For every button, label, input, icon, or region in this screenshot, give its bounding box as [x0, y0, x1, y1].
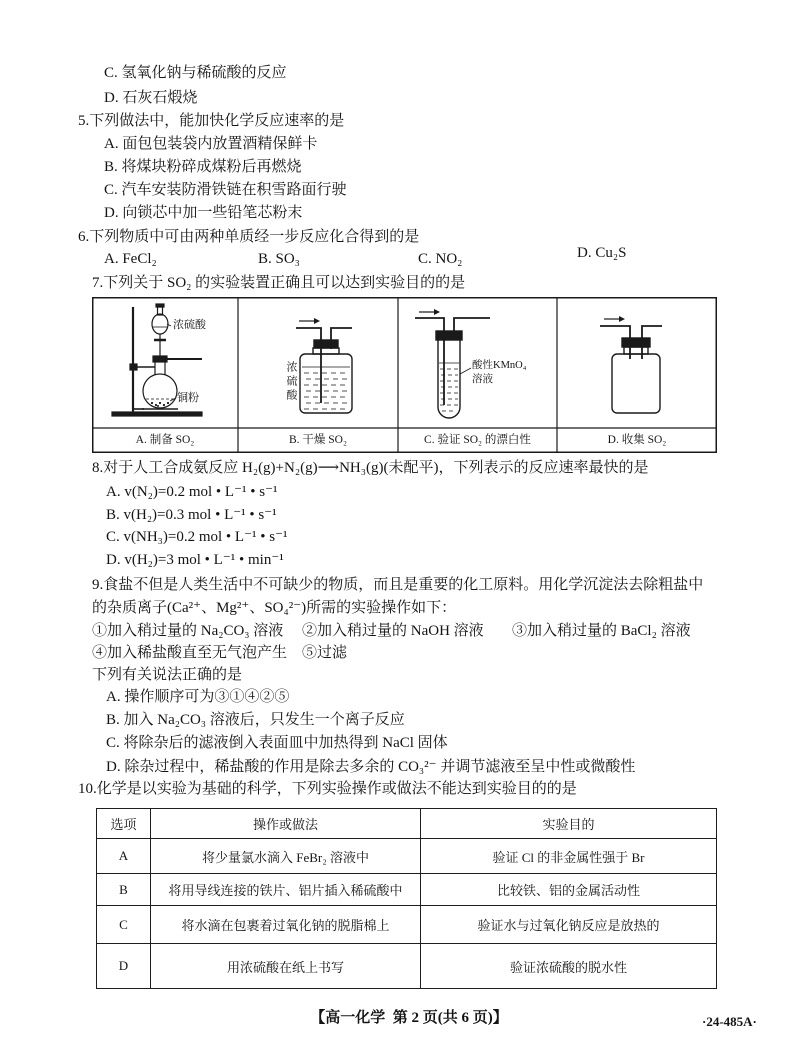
table-header-row — [97, 809, 717, 839]
row-option-label: C — [97, 906, 151, 944]
label-conc-sulfuric-acid-bottle: 浓硫酸 — [285, 361, 297, 403]
header-option: 选项 — [97, 809, 151, 839]
q4-option-d: D. 石灰石煅烧 — [104, 90, 198, 106]
q6-stem: 6.下列物质中可由两种单质经一步反应化合得到的是 — [78, 229, 420, 245]
row-operation: 将水滴在包裹着过氧化钠的脱脂棉上 — [151, 906, 421, 944]
q6-option-a: A. FeCl₂ — [104, 251, 157, 267]
wash-bottle-b — [300, 354, 352, 413]
header-purpose: 实验目的 — [421, 809, 717, 839]
row-option-label: B — [97, 874, 151, 906]
paper-code: ·24-485A· — [702, 1014, 757, 1029]
page-footer-label: 【高一化学 第 2 页(共 6 页)】 — [310, 1010, 508, 1026]
bottle-stopper-d — [622, 338, 650, 347]
q9-operation-5: ⑤过滤 — [302, 645, 348, 661]
label-conc-sulfuric-acid-funnel: 浓硫酸 — [173, 319, 206, 331]
q8-option-b: B. v(H₂)=0.3 mol • L⁻¹ • s⁻¹ — [106, 507, 277, 523]
row-option-label: D — [97, 944, 151, 989]
table-row — [97, 874, 717, 906]
flask-stopper — [153, 356, 167, 362]
q5-option-c: C. 汽车安装防滑铁链在积雪路面行驶 — [104, 182, 347, 198]
table-row — [97, 906, 717, 944]
q9-operation-3: ③加入稍过量的 BaCl₂ 溶液 — [512, 623, 691, 639]
arrow-head-b — [314, 318, 320, 324]
apparatus-d-collection-bottle — [600, 316, 662, 413]
bottle-liquid-b — [302, 367, 350, 409]
arrow-head-d — [619, 316, 625, 322]
row-operation: 将用导线连接的铁片、铝片插入稀硫酸中 — [151, 874, 421, 906]
row-purpose: 验证浓硫酸的脱水性 — [421, 944, 717, 989]
q8-option-a: A. v(N₂)=0.2 mol • L⁻¹ • s⁻¹ — [106, 484, 278, 500]
arrow-head-c — [434, 309, 440, 315]
q5-stem: 5.下列做法中，能加快化学反应速率的是 — [78, 113, 345, 129]
caption-c: C. 验证 SO₂ 的漂白性 — [424, 434, 531, 446]
table-row — [97, 839, 717, 874]
q10-table — [96, 808, 717, 989]
label-solution: 溶液 — [472, 374, 493, 385]
gas-collection-bottle — [612, 354, 660, 413]
separatory-funnel — [152, 314, 168, 334]
caption-a: A. 制备 SO₂ — [135, 434, 195, 446]
q8-option-d: D. v(H₂)=3 mol • L⁻¹ • min⁻¹ — [106, 552, 284, 568]
q5-option-d: D. 向锁芯中加一些铅笔芯粉末 — [104, 205, 303, 221]
label-copper-powder: 铜粉 — [177, 392, 199, 404]
caption-d: D. 收集 SO₂ — [607, 434, 667, 446]
apparatus-b-drying-bottle — [296, 318, 352, 413]
bottle-stopper-b — [314, 340, 338, 348]
bottle-neck-d — [624, 347, 648, 354]
q6-option-c: C. NO₂ — [418, 251, 463, 267]
iron-stand-base — [112, 412, 202, 416]
q4-option-c: C. 氢氧化钠与稀硫酸的反应 — [104, 65, 287, 81]
row-purpose: 比较铁、铝的金属活动性 — [421, 874, 717, 906]
tube-liquid-c — [439, 363, 459, 411]
q9-stem-line-2: 的杂质离子(Ca²⁺、Mg²⁺、SO₄²⁻)所需的实验操作如下： — [92, 600, 457, 616]
q7-apparatus-table — [92, 297, 717, 453]
q9-option-c: C. 将除杂后的滤液倒入表面皿中加热得到 NaCl 固体 — [106, 735, 448, 751]
tube-label-leader — [460, 368, 471, 374]
q9-operation-2: ②加入稍过量的 NaOH 溶液 — [302, 623, 484, 639]
q8-stem: 8.对于人工合成氨反应 H₂(g)+N₂(g)⟶NH₃(g)(未配平)，下列表示的反应速率最快的是 — [92, 460, 649, 476]
q6-option-b: B. SO₃ — [258, 251, 300, 267]
q8-option-c: C. v(NH₃)=0.2 mol • L⁻¹ • s⁻¹ — [106, 529, 288, 545]
q7-stem: 7.下列关于 SO₂ 的实验装置正确且可以达到实验目的的是 — [92, 275, 466, 291]
q10-stem: 10.化学是以实验为基础的科学，下列实验操作或做法不能达到实验目的的是 — [78, 781, 577, 797]
q9-question: 下列有关说法正确的是 — [92, 667, 243, 683]
q5-option-b: B. 将煤块粉碎成煤粉后再燃烧 — [104, 159, 302, 175]
q9-option-d: D. 除杂过程中，稀盐酸的作用是除去多余的 CO₃²⁻ 并调节滤液至呈中性或微酸性 — [106, 759, 636, 775]
row-purpose: 验证 Cl 的非金属性强于 Br — [421, 839, 717, 874]
row-operation: 用浓硫酸在纸上书写 — [151, 944, 421, 989]
row-option-label: A — [97, 839, 151, 874]
label-acidic-kmno4: 酸性KMnO₄ — [472, 360, 527, 371]
q9-option-a: A. 操作顺序可为③①④②⑤ — [106, 689, 290, 705]
caption-b: B. 干燥 SO₂ — [288, 434, 347, 446]
bottle-neck-b — [313, 348, 339, 354]
q5-option-a: A. 面包包装袋内放置酒精保鲜卡 — [104, 136, 318, 152]
row-operation: 将少量氯水滴入 FeBr₂ 溶液中 — [151, 839, 421, 874]
q9-operation-4: ④加入稀盐酸直至无气泡产生 — [92, 645, 288, 661]
row-purpose: 验证水与过氧化钠反应是放热的 — [421, 906, 717, 944]
test-tube — [438, 340, 460, 418]
q9-operation-1: ①加入稍过量的 Na₂CO₃ 溶液 — [92, 623, 284, 639]
q9-option-b: B. 加入 Na₂CO₃ 溶液后，只发生一个离子反应 — [106, 712, 405, 728]
q6-option-d: D. Cu₂S — [577, 245, 627, 261]
table-row — [97, 944, 717, 989]
header-operation: 操作或做法 — [151, 809, 421, 839]
tube-stopper-c — [436, 331, 462, 340]
q9-stem-line-1: 9.食盐不但是人类生活中不可缺少的物质，而且是重要的化工原料。用化学沉淀法去除粗盐中 — [92, 577, 704, 593]
